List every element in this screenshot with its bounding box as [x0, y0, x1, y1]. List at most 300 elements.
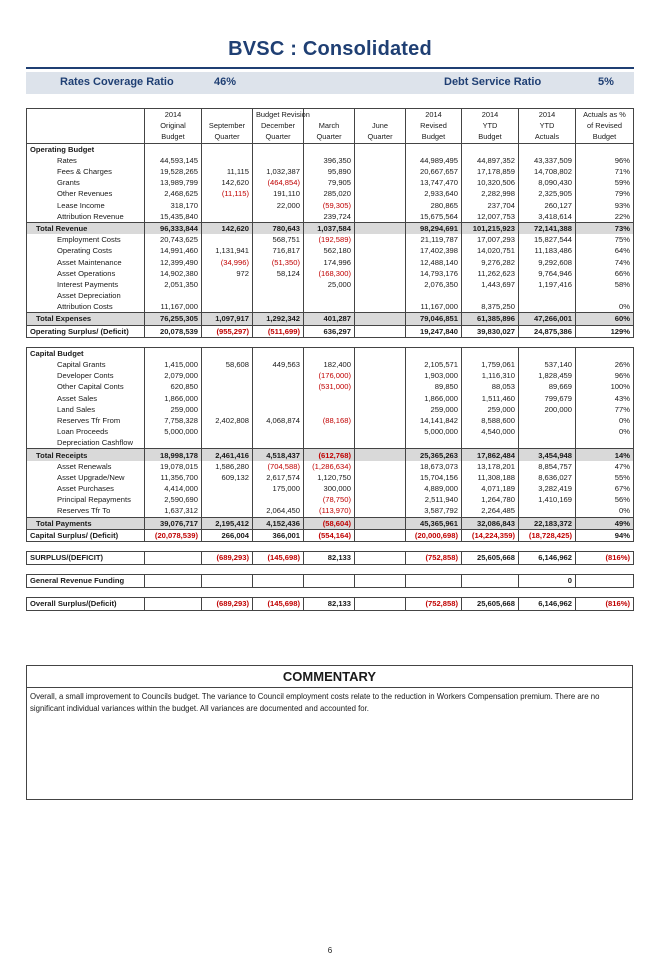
value-cell: (58,604)	[304, 517, 355, 529]
column-header: Actuals	[519, 131, 576, 143]
value-cell	[355, 155, 406, 166]
value-cell: 4,889,000	[406, 483, 462, 494]
value-cell: 972	[202, 268, 253, 279]
table-row	[27, 437, 634, 449]
column-header	[304, 109, 355, 121]
value-cell: 2,511,940	[406, 494, 462, 505]
value-cell	[202, 494, 253, 505]
row-label: SURPLUS/(DEFICIT)	[27, 551, 145, 564]
value-cell: 1,037,584	[304, 222, 355, 234]
page-number: 6	[327, 946, 333, 955]
value-cell: 8,090,430	[519, 177, 576, 188]
column-header: YTD	[462, 120, 519, 131]
column-header: December	[253, 120, 304, 131]
table-row	[27, 234, 634, 245]
value-cell: 15,704,156	[406, 472, 462, 483]
value-cell	[202, 574, 253, 587]
value-cell: 44,989,495	[406, 155, 462, 166]
value-cell: 18,673,073	[406, 461, 462, 472]
header-blank-cell	[27, 131, 145, 143]
title-divider	[26, 67, 634, 69]
value-cell: 2,105,571	[406, 359, 462, 370]
value-cell: 2,402,808	[202, 415, 253, 426]
row-label: Interest Payments	[27, 279, 145, 290]
row-label: Operating Surplus/ (Deficit)	[27, 325, 145, 337]
table-row	[27, 256, 634, 267]
value-cell: 191,110	[253, 188, 304, 199]
value-cell: 142,620	[202, 222, 253, 234]
value-cell: 1,410,169	[519, 494, 576, 505]
value-cell	[462, 574, 519, 587]
row-label: Rates	[27, 155, 145, 166]
value-cell: 1,866,000	[406, 393, 462, 404]
value-cell: (554,164)	[304, 529, 355, 541]
value-cell	[145, 437, 202, 449]
value-cell	[355, 505, 406, 517]
value-cell: 14,020,751	[462, 245, 519, 256]
value-cell	[519, 437, 576, 449]
value-cell: 13,747,470	[406, 177, 462, 188]
value-cell: 9,292,608	[519, 256, 576, 267]
empty-cell	[462, 347, 519, 359]
column-header: YTD	[519, 120, 576, 131]
value-cell	[253, 494, 304, 505]
value-cell: 1,120,750	[304, 472, 355, 483]
value-cell: 39,076,717	[145, 517, 202, 529]
value-cell: 14,708,802	[519, 166, 576, 177]
value-cell: 2,590,690	[145, 494, 202, 505]
value-cell	[202, 404, 253, 415]
value-cell: (816%)	[576, 597, 634, 610]
value-cell: 1,637,312	[145, 505, 202, 517]
row-label: Reserves Tfr To	[27, 505, 145, 517]
value-cell	[576, 574, 634, 587]
value-cell	[202, 370, 253, 381]
value-cell: 96%	[576, 155, 634, 166]
value-cell: 15,827,544	[519, 234, 576, 245]
value-cell	[253, 393, 304, 404]
value-cell	[355, 359, 406, 370]
value-cell	[202, 483, 253, 494]
value-cell: 11,262,623	[462, 268, 519, 279]
value-cell: 1,866,000	[145, 393, 202, 404]
value-cell: 1,292,342	[253, 313, 304, 325]
value-cell: 20,078,539	[145, 325, 202, 337]
empty-cell	[406, 347, 462, 359]
value-cell: 1,586,280	[202, 461, 253, 472]
value-cell	[406, 290, 462, 301]
value-cell: 14,902,380	[145, 268, 202, 279]
value-cell	[355, 494, 406, 505]
value-cell	[355, 597, 406, 610]
value-cell	[355, 517, 406, 529]
value-cell: 4,071,189	[462, 483, 519, 494]
value-cell	[355, 404, 406, 415]
value-cell	[304, 393, 355, 404]
value-cell: 71%	[576, 166, 634, 177]
value-cell: 2,264,485	[462, 505, 519, 517]
row-label: Grants	[27, 177, 145, 188]
value-cell	[355, 166, 406, 177]
value-cell: 73%	[576, 222, 634, 234]
value-cell: 1,759,061	[462, 359, 519, 370]
column-header: Original	[145, 120, 202, 131]
row-label: General Revenue Funding	[27, 574, 145, 587]
value-cell	[202, 437, 253, 449]
empty-cell	[253, 347, 304, 359]
value-cell: (612,768)	[304, 449, 355, 461]
empty-cell	[406, 143, 462, 155]
value-cell: 259,000	[145, 404, 202, 415]
value-cell	[355, 437, 406, 449]
table-row	[27, 177, 634, 188]
value-cell: 1,116,310	[462, 370, 519, 381]
value-cell: 9,764,946	[519, 268, 576, 279]
row-label: Asset Sales	[27, 393, 145, 404]
value-cell: 300,000	[304, 483, 355, 494]
table-row	[27, 268, 634, 279]
value-cell: 562,180	[304, 245, 355, 256]
value-cell: 285,020	[304, 188, 355, 199]
value-cell	[355, 279, 406, 290]
value-cell: 2,282,998	[462, 188, 519, 199]
value-cell: 66%	[576, 268, 634, 279]
header-blank-cell	[27, 109, 145, 121]
value-cell	[145, 551, 202, 564]
value-cell: 18,998,178	[145, 449, 202, 461]
header-blank-cell	[27, 120, 145, 131]
column-header: Quarter	[355, 131, 406, 143]
value-cell: 7,758,328	[145, 415, 202, 426]
value-cell	[253, 426, 304, 437]
value-cell: 182,400	[304, 359, 355, 370]
empty-cell	[576, 143, 634, 155]
value-cell	[355, 370, 406, 381]
header-row	[27, 131, 634, 143]
table-row	[27, 155, 634, 166]
value-cell	[202, 301, 253, 313]
value-cell: 21,119,787	[406, 234, 462, 245]
row-label: Total Revenue	[27, 222, 145, 234]
row-label: Developer Conts	[27, 370, 145, 381]
table-row	[27, 359, 634, 370]
value-cell	[202, 426, 253, 437]
value-cell	[406, 437, 462, 449]
value-cell: (168,300)	[304, 268, 355, 279]
value-cell	[304, 426, 355, 437]
value-cell	[304, 290, 355, 301]
table-row	[27, 483, 634, 494]
row-label: Attribution Costs	[27, 301, 145, 313]
commentary-text: Overall, a small improvement to Councils budget. The variance to Council employment costs relate to the reduction in Workers Compensation premium. There are no significant individual variances within the budget. All variances are documented and accounted for.	[30, 692, 600, 713]
table-row	[27, 301, 634, 313]
value-cell	[355, 188, 406, 199]
value-cell: 72,141,388	[519, 222, 576, 234]
debt-service-value: 5%	[598, 76, 614, 88]
value-cell: 79,905	[304, 177, 355, 188]
row-label: Capital Grants	[27, 359, 145, 370]
value-cell: 2,461,416	[202, 449, 253, 461]
value-cell	[304, 404, 355, 415]
section-heading: Operating Budget	[27, 143, 145, 155]
spacer-row	[27, 564, 634, 574]
value-cell: 88,053	[462, 381, 519, 392]
table-row	[27, 517, 634, 529]
value-cell: 1,131,941	[202, 245, 253, 256]
value-cell	[519, 301, 576, 313]
value-cell	[355, 211, 406, 223]
value-cell: 26%	[576, 359, 634, 370]
row-label: Total Expenses	[27, 313, 145, 325]
operating-budget-heading	[27, 143, 634, 155]
value-cell	[253, 290, 304, 301]
value-cell: 2,076,350	[406, 279, 462, 290]
value-cell: 5,000,000	[145, 426, 202, 437]
value-cell: 8,636,027	[519, 472, 576, 483]
table-row	[27, 505, 634, 517]
column-header: September	[202, 120, 253, 131]
value-cell: 2,195,412	[202, 517, 253, 529]
value-cell: 4,152,436	[253, 517, 304, 529]
value-cell: 58,124	[253, 268, 304, 279]
value-cell: 4,540,000	[462, 426, 519, 437]
value-cell: 74%	[576, 256, 634, 267]
value-cell: 10,320,506	[462, 177, 519, 188]
value-cell: 2,617,574	[253, 472, 304, 483]
header-row	[27, 120, 634, 131]
value-cell: 239,724	[304, 211, 355, 223]
value-cell	[202, 234, 253, 245]
value-cell: 6,146,962	[519, 551, 576, 564]
table-row	[27, 211, 634, 223]
table-row	[27, 370, 634, 381]
value-cell: 100%	[576, 381, 634, 392]
value-cell	[355, 290, 406, 301]
value-cell: 12,488,140	[406, 256, 462, 267]
rates-coverage-label: Rates Coverage Ratio	[60, 76, 174, 88]
value-cell	[253, 211, 304, 223]
value-cell: 93%	[576, 200, 634, 211]
value-cell: (59,305)	[304, 200, 355, 211]
value-cell: 17,862,484	[462, 449, 519, 461]
value-cell: 19,528,265	[145, 166, 202, 177]
value-cell: (88,168)	[304, 415, 355, 426]
value-cell	[253, 155, 304, 166]
value-cell: 19,078,015	[145, 461, 202, 472]
value-cell: 780,643	[253, 222, 304, 234]
value-cell: 2,051,350	[145, 279, 202, 290]
value-cell: (704,588)	[253, 461, 304, 472]
table-row	[27, 574, 634, 587]
value-cell: 175,000	[253, 483, 304, 494]
value-cell: 43%	[576, 393, 634, 404]
value-cell: 75%	[576, 234, 634, 245]
value-cell	[253, 301, 304, 313]
value-cell	[355, 449, 406, 461]
value-cell: 58,608	[202, 359, 253, 370]
column-header: of Revised	[576, 120, 634, 131]
value-cell	[202, 279, 253, 290]
table-row	[27, 313, 634, 325]
row-label: Employment Costs	[27, 234, 145, 245]
value-cell: 259,000	[406, 404, 462, 415]
value-cell	[253, 279, 304, 290]
column-header: Actuals as %	[576, 109, 634, 121]
value-cell: 47,266,001	[519, 313, 576, 325]
value-cell: 96,333,844	[145, 222, 202, 234]
value-cell	[355, 234, 406, 245]
value-cell: 11,167,000	[145, 301, 202, 313]
column-header: Budget	[576, 131, 634, 143]
value-cell: (689,293)	[202, 551, 253, 564]
value-cell	[355, 529, 406, 541]
value-cell: 318,170	[145, 200, 202, 211]
value-cell: (11,115)	[202, 188, 253, 199]
table-row	[27, 449, 634, 461]
value-cell: 25,365,263	[406, 449, 462, 461]
value-cell	[253, 437, 304, 449]
page-title: BVSC : Consolidated	[228, 38, 432, 60]
value-cell: 67%	[576, 483, 634, 494]
table-row	[27, 166, 634, 177]
empty-cell	[202, 143, 253, 155]
column-header: 2014	[519, 109, 576, 121]
value-cell: 259,000	[462, 404, 519, 415]
value-cell: 0%	[576, 505, 634, 517]
empty-cell	[145, 143, 202, 155]
value-cell: 1,511,460	[462, 393, 519, 404]
value-cell: 0%	[576, 415, 634, 426]
spacer	[27, 587, 634, 597]
value-cell	[519, 426, 576, 437]
value-cell	[355, 472, 406, 483]
value-cell	[355, 245, 406, 256]
value-cell: 449,563	[253, 359, 304, 370]
value-cell: 17,402,398	[406, 245, 462, 256]
spacer	[27, 541, 634, 551]
value-cell	[202, 155, 253, 166]
value-cell	[145, 574, 202, 587]
column-header: Revised	[406, 120, 462, 131]
value-cell: 89,850	[406, 381, 462, 392]
value-cell	[355, 426, 406, 437]
empty-cell	[253, 143, 304, 155]
value-cell: 12,007,753	[462, 211, 519, 223]
value-cell	[576, 437, 634, 449]
row-label: Asset Purchases	[27, 483, 145, 494]
value-cell: (752,858)	[406, 551, 462, 564]
row-label: Operating Costs	[27, 245, 145, 256]
value-cell: 401,287	[304, 313, 355, 325]
row-label: Asset Operations	[27, 268, 145, 279]
value-cell: 17,178,859	[462, 166, 519, 177]
value-cell: 609,132	[202, 472, 253, 483]
table-row	[27, 200, 634, 211]
table-row	[27, 426, 634, 437]
empty-cell	[355, 143, 406, 155]
value-cell: 537,140	[519, 359, 576, 370]
row-label: Asset Maintenance	[27, 256, 145, 267]
row-label: Other Capital Conts	[27, 381, 145, 392]
value-cell: 200,000	[519, 404, 576, 415]
value-cell	[355, 268, 406, 279]
row-label: Reserves Tfr From	[27, 415, 145, 426]
budget-table	[26, 108, 634, 611]
column-header	[202, 109, 253, 121]
value-cell: (192,589)	[304, 234, 355, 245]
value-cell	[576, 290, 634, 301]
value-cell: 45,365,961	[406, 517, 462, 529]
value-cell	[202, 505, 253, 517]
value-cell: (531,000)	[304, 381, 355, 392]
value-cell: 95,890	[304, 166, 355, 177]
value-cell: 55%	[576, 472, 634, 483]
commentary-box	[26, 665, 633, 800]
column-header: Quarter	[304, 131, 355, 143]
value-cell: (955,297)	[202, 325, 253, 337]
row-label: Principal Repayments	[27, 494, 145, 505]
value-cell: 82,133	[304, 551, 355, 564]
value-cell: (113,970)	[304, 505, 355, 517]
value-cell	[355, 301, 406, 313]
value-cell: 15,435,840	[145, 211, 202, 223]
value-cell	[202, 200, 253, 211]
row-label: Asset Upgrade/New	[27, 472, 145, 483]
value-cell: 636,297	[304, 325, 355, 337]
value-cell: 43,337,509	[519, 155, 576, 166]
value-cell: 1,828,459	[519, 370, 576, 381]
value-cell: 20,743,625	[145, 234, 202, 245]
value-cell: 94%	[576, 529, 634, 541]
value-cell: 5,000,000	[406, 426, 462, 437]
value-cell: 61,385,896	[462, 313, 519, 325]
debt-service-label: Debt Service Ratio	[444, 76, 542, 88]
column-header: 2014	[406, 109, 462, 121]
value-cell: 20,667,657	[406, 166, 462, 177]
value-cell: 396,350	[304, 155, 355, 166]
value-cell	[355, 325, 406, 337]
value-cell: 11,356,700	[145, 472, 202, 483]
value-cell: 60%	[576, 313, 634, 325]
value-cell: 32,086,843	[462, 517, 519, 529]
table-row	[27, 529, 634, 541]
empty-cell	[304, 143, 355, 155]
value-cell	[406, 574, 462, 587]
value-cell: (51,350)	[253, 256, 304, 267]
value-cell	[355, 461, 406, 472]
value-cell: 4,414,000	[145, 483, 202, 494]
empty-cell	[519, 143, 576, 155]
value-cell	[355, 393, 406, 404]
value-cell: 25,605,668	[462, 597, 519, 610]
value-cell: 8,375,250	[462, 301, 519, 313]
row-label: Capital Surplus/ (Deficit)	[27, 529, 145, 541]
value-cell	[304, 574, 355, 587]
value-cell: 0	[519, 574, 576, 587]
value-cell: 0%	[576, 426, 634, 437]
column-header: Quarter	[253, 131, 304, 143]
value-cell	[355, 200, 406, 211]
value-cell: (1,286,634)	[304, 461, 355, 472]
empty-cell	[145, 347, 202, 359]
value-cell: (145,698)	[253, 551, 304, 564]
column-header: June	[355, 120, 406, 131]
value-cell: 1,032,387	[253, 166, 304, 177]
value-cell: 76,255,305	[145, 313, 202, 325]
value-cell: 266,004	[202, 529, 253, 541]
value-cell: 77%	[576, 404, 634, 415]
value-cell	[519, 415, 576, 426]
